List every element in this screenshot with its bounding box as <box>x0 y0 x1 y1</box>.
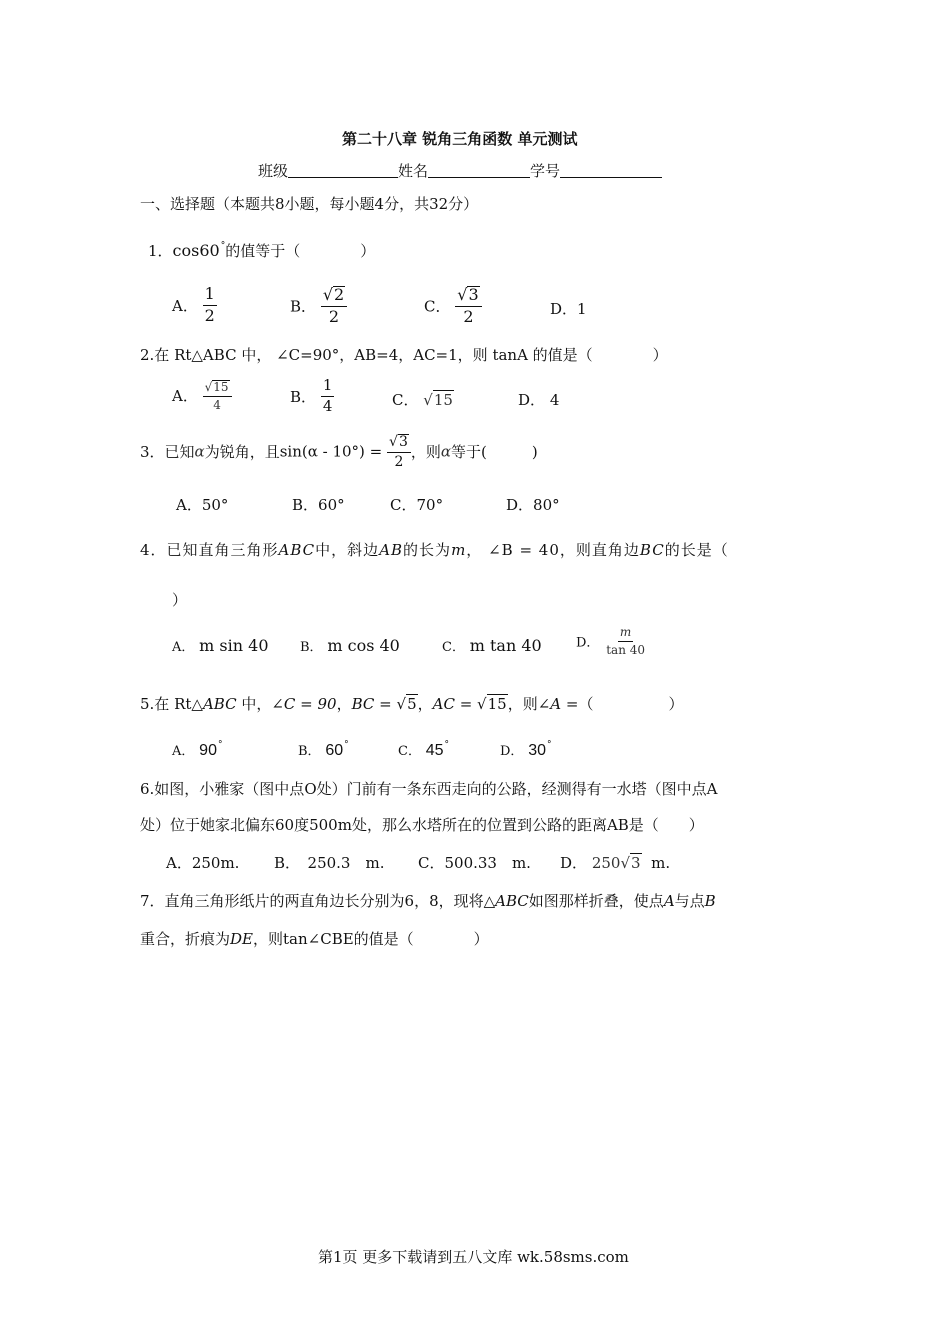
section-heading: 一、选择题（本题共8小题，每小题4分，共32分） <box>140 195 479 213</box>
id-label: 学号 <box>530 162 561 180</box>
q2-option-b: B． $\frac{1}{4}$ <box>290 376 333 415</box>
page-title: 第二十八章 锐角三角函数 单元测试 <box>342 130 578 148</box>
q3-option-d: D．80° <box>506 496 560 514</box>
id-blank <box>560 163 662 178</box>
question-2: 2.在 Rt△ABC 中， ∠C=90°，AB=4，AC=1，则 tanA 的值是（ ） <box>140 346 668 364</box>
question-6-line-1: 6.如图，小雅家（图中点O处）门前有一条东西走向的公路，经测得有一水塔（图中点A <box>140 780 718 798</box>
q3-option-c: C．70° <box>390 496 444 514</box>
question-7-line-1: 7．直角三角形纸片的两直角边长分别为6，8，现将△ABC如图那样折叠，使点A与点B <box>140 892 716 910</box>
question-5: 5.在 Rt△ABC 中，∠C = 90，BC = √ 5 ，AC = √ 15 ，则∠A =（ ） <box>140 695 684 713</box>
student-info-line <box>258 160 662 181</box>
q1-option-b: B． √ 2 2 <box>290 286 347 326</box>
name-blank <box>428 163 530 178</box>
q6-option-b: B． 250.3 m. <box>274 854 385 872</box>
q3-option-a: A．50° <box>176 496 229 514</box>
question-4: 4．已知直角三角形ABC中，斜边AB的长为m， ∠B = 40，则直角边BC的长是（ <box>140 541 729 559</box>
q2-option-d: D． 4 <box>518 391 560 409</box>
q6-option-d: D． 250√ 3 m. <box>560 854 671 872</box>
question-7-line-2: 重合，折痕为DE，则tan∠CBE的值是（ ） <box>140 930 489 948</box>
q1-option-a: A． $\frac{1}{2}$ <box>172 284 215 325</box>
q2-option-a: A． √ 15 4 <box>172 380 232 411</box>
q4-option-c: C． m tan 40 <box>442 636 542 655</box>
q4-option-a: A． m sin 40 <box>172 636 269 655</box>
q6-option-c: C．500.33 m. <box>418 854 531 872</box>
q4-option-b: B． m cos 40 <box>300 636 400 655</box>
question-6-line-2: 处）位于她家北偏东60度500m处，那么水塔所在的位置到公路的距离AB是（ ） <box>140 816 704 834</box>
q3-option-b: B．60° <box>292 496 345 514</box>
q5-option-c: C． 45° <box>398 740 450 759</box>
question-1: 1．cos60°的值等于（ ） <box>148 241 376 260</box>
q1-option-c: C． √ 3 2 <box>424 286 482 326</box>
q5-option-a: A． 90° <box>172 740 223 759</box>
q4-option-d: D． $\frac{m}{\tan 40}$ <box>576 625 646 657</box>
name-label: 姓名 <box>398 162 429 180</box>
q1-option-d: D．1 <box>550 300 587 318</box>
class-blank <box>288 163 398 178</box>
q6-option-a: A．250m. <box>166 854 240 872</box>
class-label: 班级 <box>258 162 289 180</box>
q2-option-c: C． √ 15 <box>392 391 453 409</box>
q5-option-b: B． 60° <box>298 740 349 759</box>
question-4-close: ） <box>172 591 188 609</box>
question-3: 3．已知α为锐角，且sin(α - 10°) = √ 3 2 ，则α等于( ) <box>140 434 538 470</box>
page-footer: 第1页 更多下载请到五八文库 wk.58sms.com <box>318 1248 629 1266</box>
q5-option-d: D． 30° <box>500 740 552 759</box>
